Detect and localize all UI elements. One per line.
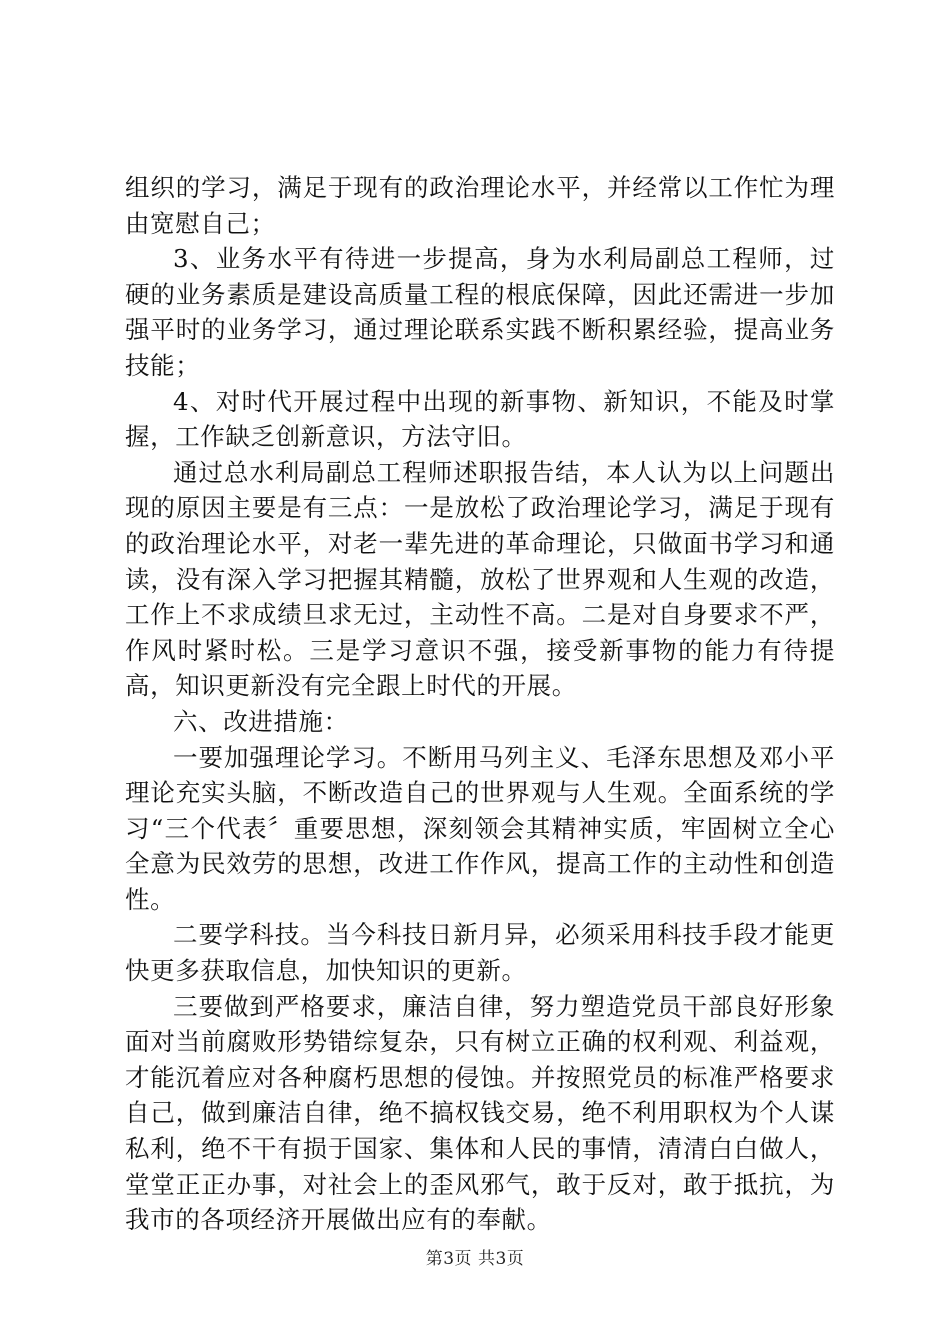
paragraph-measure-2: 二要学科技。当今科技日新月异，必须采用科技手段才能更快更多获取信息，加快知识的更新。: [125, 920, 835, 986]
section-heading-improvements: 六、改进措施：: [173, 706, 349, 736]
paragraph-cause-analysis: 通过总水利局副总工程师述职报告结，本人认为以上问题出现的原因主要是有三点：一是放松了政治理论学习，满足于现有的政治理论水平，对老一辈先进的革命理论，只做面书学习和通读，没有深入学习把握其精髓，放松了世界观和人生观的改造，工作上不求成绩旦求无过，主动性不高。二是对自身要求不严，作风时紧时松。三是学习意识不强，接受新事物的能力有待提高，知识更新没有完全跟上时代的开展。: [125, 457, 835, 701]
paragraph-measure-1: 一要加强理论学习。不断用马列主义、毛泽东思想及邓小平理论充实头脑，不断改造自己的世界观与人生观。全面系统的学习“三个代表〞重要思想，深刻领会其精神实质，牢固树立全心全意为民效劳的思想，改进工作作风，提高工作的主动性和创造性。: [125, 742, 835, 914]
paragraph-item-3: 3、业务水平有待进一步提高，身为水利局副总工程师，过硬的业务素质是建设高质量工程的根底保障，因此还需进一步加强平时的业务学习，通过理论联系实践不断积累经验，提高业务技能；: [125, 244, 835, 380]
paragraph-item-4: 4、对时代开展过程中出现的新事物、新知识，不能及时掌握，工作缺乏创新意识，方法守旧。: [125, 386, 835, 452]
page-footer: 第3页 共3页: [425, 1249, 525, 1269]
document-body: [125, 170, 835, 1238]
paragraph-continuation: 组织的学习，满足于现有的政治理论水平，并经常以工作忙为理由宽慰自己；: [125, 173, 835, 238]
paragraph-measure-3: 三要做到严格要求，廉洁自律，努力塑造党员干部良好形象面对当前腐败形势错综复杂，只有树立正确的权利观、利益观，才能沉着应对各种腐朽思想的侵蚀。并按照党员的标准严格要求自己，做到廉洁自律，绝不搞权钱交易，绝不利用职权为个人谋私利，绝不干有损于国家、集体和人民的事情，清清白白做人，堂堂正正办事，对社会上的歪风邪气，敢于反对，敢于抵抗，为我市的各项经济开展做出应有的奉献。: [125, 991, 835, 1235]
